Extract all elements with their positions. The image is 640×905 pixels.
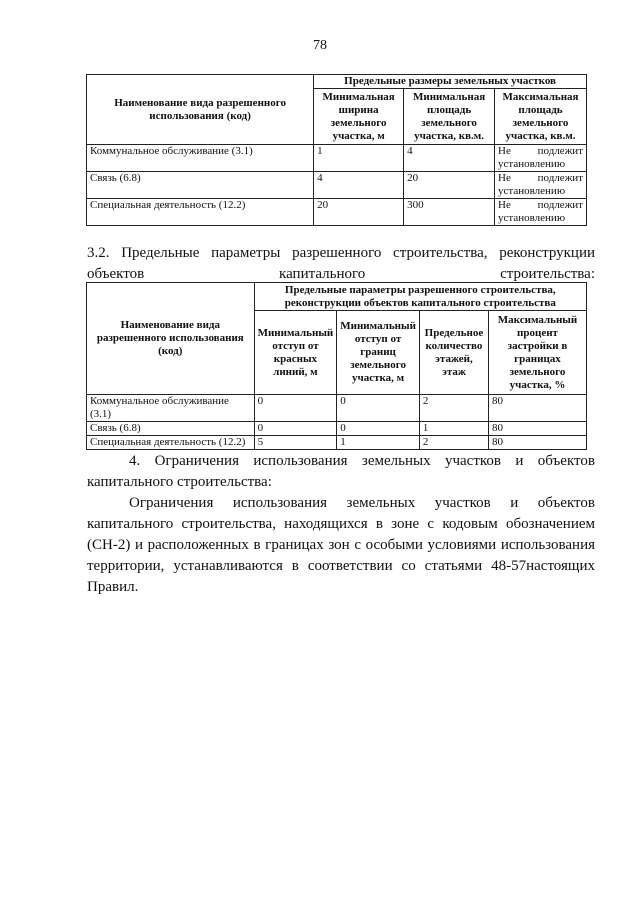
cell: Не подлежит установлению — [495, 199, 587, 226]
table-row — [87, 199, 587, 226]
section-4-heading: 4. Ограничения использования земельных участков и объектов капитального строительства: — [87, 453, 595, 490]
cell: 0 — [254, 422, 337, 436]
row-name: Связь (6.8) — [87, 422, 255, 436]
cell: Не подлежит установлению — [495, 172, 587, 199]
cell: 5 — [254, 436, 337, 450]
table2-col-floors: Предельное количество этажей, этаж — [419, 311, 488, 395]
page-number: 78 — [313, 38, 327, 53]
table-row — [87, 145, 587, 172]
cell: 2 — [419, 436, 488, 450]
cell: 1 — [419, 422, 488, 436]
table2-col-boundary-setback: Минимальный отступ от границ земельного участка, м — [337, 311, 420, 395]
cell: 2 — [419, 395, 488, 422]
construction-parameters-table — [86, 282, 587, 450]
row-name: Связь (6.8) — [87, 172, 314, 199]
cell: 1 — [314, 145, 404, 172]
cell: Не подлежит установлению — [495, 145, 587, 172]
table-row — [87, 395, 587, 422]
table1-group-header: Предельные размеры земельных участков — [314, 75, 587, 89]
table2-group-header: Предельные параметры разрешенного строительства, реконструкции объектов капитального строительства — [254, 283, 586, 311]
row-name: Специальная деятельность (12.2) — [87, 199, 314, 226]
table2-col-red-line-setback: Минимальный отступ от красных линий, м — [254, 311, 337, 395]
cell: 4 — [314, 172, 404, 199]
table1-col-max-area: Максимальная площадь земельного участка, кв.м. — [495, 89, 587, 145]
cell: 300 — [404, 199, 495, 226]
table1-col-min-width: Минимальная ширина земельного участка, м — [314, 89, 404, 145]
row-name: Специальная деятельность (12.2) — [87, 436, 255, 450]
cell: 80 — [489, 395, 587, 422]
section-3-2-heading: 3.2. Предельные параметры разрешенного строительства, реконструкции объектов капитального строительства: — [87, 245, 595, 282]
cell: 1 — [337, 436, 420, 450]
table-row — [87, 422, 587, 436]
row-name: Коммунальное обслуживание (3.1) — [87, 145, 314, 172]
row-name: Коммунальное обслуживание (3.1) — [87, 395, 255, 422]
cell: 0 — [337, 422, 420, 436]
table2-head-name: Наименование вида разрешенного использования (код) — [87, 283, 255, 395]
table-row — [87, 436, 587, 450]
cell: 0 — [337, 395, 420, 422]
table-row — [87, 172, 587, 199]
cell: 80 — [489, 422, 587, 436]
cell: 80 — [489, 436, 587, 450]
table1-head-name: Наименование вида разрешенного использования (код) — [87, 75, 314, 145]
cell: 20 — [404, 172, 495, 199]
table2-col-max-coverage: Максимальный процент застройки в границах земельного участка, % — [489, 311, 587, 395]
cell: 20 — [314, 199, 404, 226]
section-4-body: Ограничения использования земельных участков и объектов капитального строительства, находящихся в зоне с кодовым обозначением (СН-2) и расположенных в границах зон с особыми условиями использования территории, устанавливаются в соответствии со статьями 48-57настоящих Правил. — [87, 495, 595, 595]
cell: 0 — [254, 395, 337, 422]
table1-col-min-area: Минимальная площадь земельного участка, кв.м. — [404, 89, 495, 145]
land-plot-size-table — [86, 74, 587, 226]
cell: 4 — [404, 145, 495, 172]
